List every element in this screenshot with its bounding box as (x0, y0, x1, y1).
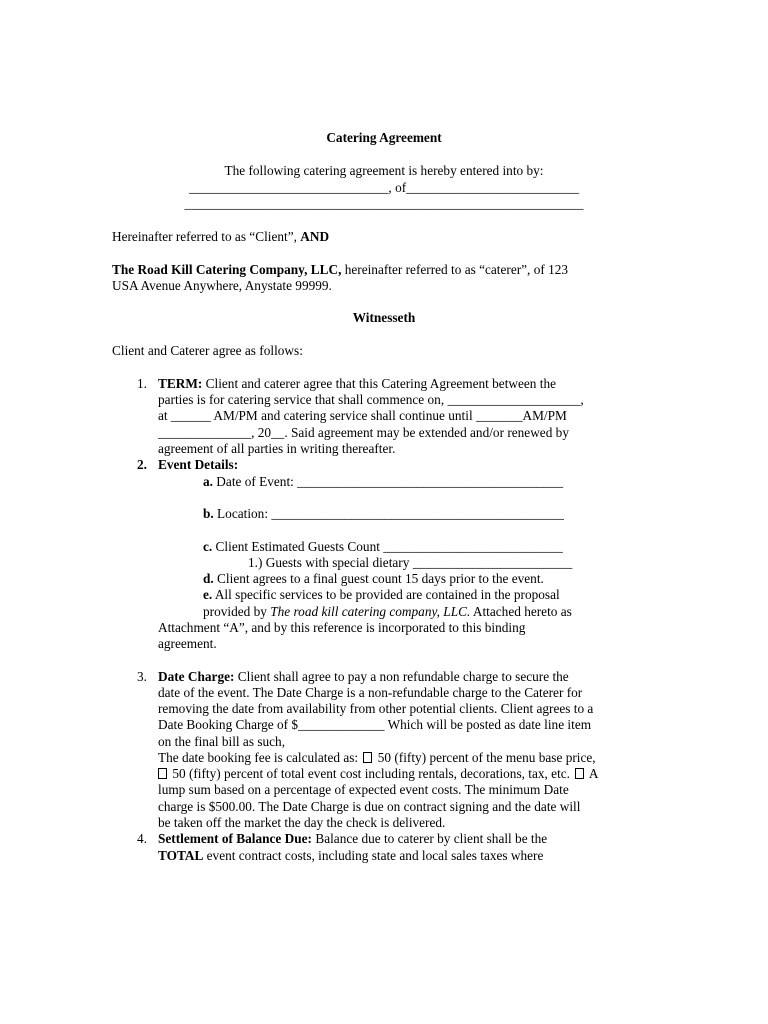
event-heading: Event Details: (158, 457, 239, 472)
date-charge-number: 3. (137, 669, 147, 684)
term-line-3: at ______ AM/PM and catering service shall continue until _______AM/PM (158, 408, 567, 423)
settlement-line-1: Settlement of Balance Due: Balance due to caterer by client shall be the (158, 831, 548, 846)
document-title: Catering Agreement (326, 130, 442, 145)
agree-intro: Client and Caterer agree as follows: (112, 343, 303, 358)
event-proposal-line: provided by The road kill catering company, LLC. Attached hereto as (203, 604, 572, 619)
caterer-name: The Road Kill Catering Company, LLC, (112, 262, 342, 277)
event-agreement-line: agreement. (158, 636, 217, 651)
intro-line: The following catering agreement is hereby entered into by: (224, 163, 544, 178)
checkbox-lump-sum-icon[interactable] (575, 768, 584, 779)
party-blank-line-1: ______________________________, of__________________________ (188, 180, 580, 195)
event-services-line: e. All specific services to be provided are contained in the proposal (203, 587, 560, 602)
term-number: 1. (137, 376, 147, 391)
witnesseth-heading: Witnesseth (352, 310, 416, 325)
date-charge-line-4: Date Booking Charge of $_____________ Which will be posted as date line item (158, 717, 592, 732)
date-charge-line-7: 50 (fifty) percent of total event cost including rentals, decorations, tax, etc. A (158, 766, 599, 782)
checkbox-menu-base-icon[interactable] (363, 752, 372, 763)
event-number: 2. (137, 457, 147, 472)
date-charge-line-10: be taken off the market the day the check is delivered. (158, 815, 446, 830)
date-charge-line-8: lump sum based on a percentage of expected event costs. The minimum Date (158, 782, 569, 797)
event-dietary-line: 1.) Guests with special dietary ________________________ (248, 555, 573, 570)
term-line-1: TERM: Client and caterer agree that this Catering Agreement between the (158, 376, 557, 391)
date-charge-line-9: charge is $500.00. The Date Charge is due on contract signing and the date will (158, 799, 581, 814)
event-location-line: b. Location: ____________________________________________ (203, 506, 564, 521)
event-attachment-line: Attachment “A”, and by this reference is incorporated to this binding (158, 620, 526, 635)
term-line-2: parties is for catering service that shall commence on, ____________________, (158, 392, 584, 407)
settlement-line-2: TOTAL event contract costs, including state and local sales taxes where (158, 848, 544, 863)
caterer-address: USA Avenue Anywhere, Anystate 99999. (112, 278, 332, 293)
party-blank-line-2: ____________________________________________________________ (184, 196, 584, 211)
date-charge-line-5: on the final bill as such, (158, 734, 286, 749)
date-charge-line-3: removing the date from availability from other potential clients. Client agrees to a (158, 701, 594, 716)
date-charge-line-6: The date booking fee is calculated as: 50 (fifty) percent of the menu base price, (158, 750, 596, 765)
settlement-number: 4. (137, 831, 147, 846)
term-line-5: agreement of all parties in writing thereafter. (158, 441, 396, 456)
client-reference: Hereinafter referred to as “Client”, AND (112, 229, 330, 244)
term-line-4: ______________, 20__. Said agreement may be extended and/or renewed by (158, 425, 569, 440)
checkbox-total-cost-icon[interactable] (158, 768, 167, 779)
date-charge-line-1: Date Charge: Client shall agree to pay a non refundable charge to secure the (158, 669, 569, 684)
event-guests-line: c. Client Estimated Guests Count ___________________________ (203, 539, 563, 554)
event-date-line: a. Date of Event: ________________________________________ (203, 474, 564, 489)
event-final-count-line: d. Client agrees to a final guest count 15 days prior to the event. (203, 571, 544, 586)
date-charge-line-2: date of the event. The Date Charge is a non-refundable charge to the Caterer for (158, 685, 583, 700)
caterer-reference: The Road Kill Catering Company, LLC, hereinafter referred to as “caterer”, of 123 (112, 262, 569, 277)
